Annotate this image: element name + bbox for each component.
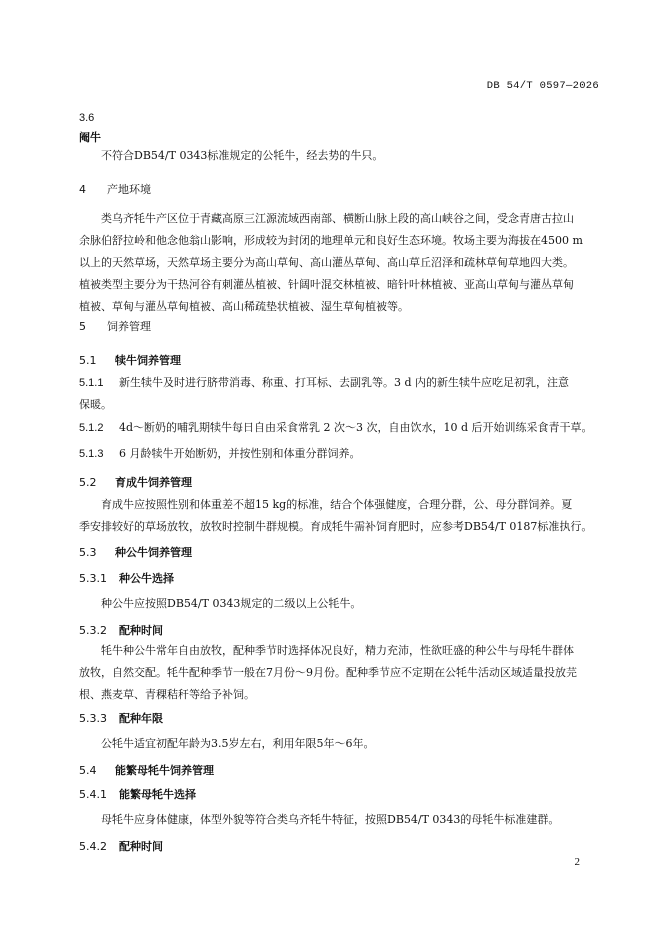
clause-number: 5.3.3: [79, 712, 107, 725]
text-line: 育成牛应按照性别和体重差不超15 kg的标准，结合个体强健度，合理分群，公、母分群饲养。夏: [101, 498, 573, 511]
paragraph: [79, 494, 600, 538]
item-number: 5.1.3: [79, 448, 104, 460]
clause-heading: [79, 786, 600, 802]
text-line: 植被类型主要分为干热河谷有刺灌丛植被、针阔叶混交林植被、暗针叶林植被、亚高山草甸与灌丛草甸: [79, 278, 574, 291]
subsection-heading: [79, 544, 600, 560]
clause-title: 能繁母牦牛选择: [119, 788, 196, 801]
subsection-number: 5.2: [79, 476, 97, 489]
paragraph: 母牦牛应身体健康，体型外貌等符合类乌齐牦牛特征，按照DB54/T 0343的母牦牛标准建群。: [101, 813, 560, 826]
text-line: 根、燕麦草、青稞秸秆等给予补饲。: [79, 688, 255, 701]
clause-item: [79, 417, 600, 439]
section-heading: [79, 318, 600, 334]
paragraph: [79, 208, 600, 318]
text-line: 4d～断奶的哺乳期犊牛每日自由采食常乳 2 次～3 次，自由饮水，10 d 后开始训练采食青干草。: [119, 421, 593, 434]
text-line: 牦牛种公牛常年自由放牧，配种季节时选择体况良好，精力充沛，性欲旺盛的种公牛与母牦牛群体: [101, 644, 574, 657]
text-line: 6 月龄犊牛开始断奶，并按性别和体重分群饲养。: [119, 447, 361, 460]
section-heading: [79, 181, 600, 197]
clause-title: 种公牛选择: [119, 572, 174, 585]
item-number: 5.1.2: [79, 422, 104, 434]
text-line: 保暖。: [79, 398, 112, 411]
standard-code: DB 54/T 0597—2026: [486, 80, 599, 92]
section-number: 5: [79, 320, 86, 333]
paragraph: [79, 640, 600, 706]
clause-heading: [79, 838, 600, 854]
text-line: 余脉伯舒拉岭和他念他翁山影响，形成较为封闭的地理单元和良好生态环境。牧场主要为海拔在4500 m: [79, 234, 583, 247]
text-line: 类乌齐牦牛产区位于青藏高原三江源流域西南部、横断山脉上段的高山峡谷之间，受念青唐古拉山: [101, 212, 574, 225]
clause-heading: [79, 710, 600, 726]
text-line: 新生犊牛及时进行脐带消毒、称重、打耳标、去副乳等。3 d 内的新生犊牛应吃足初乳，注意: [119, 376, 570, 389]
item-number: 5.1.1: [79, 377, 104, 389]
term-definition: 不符合DB54/T 0343标准规定的公牦牛，经去势的牛只。: [101, 149, 384, 162]
text-line: 放牧，自然交配。牦牛配种季节一般在7月份～9月份。配种季节应不定期在公牦牛活动区域适量投放芫: [79, 666, 577, 679]
subsection-number: 5.3: [79, 546, 97, 559]
section-title: 饲养管理: [107, 320, 151, 333]
paragraph: 种公牛应按照DB54/T 0343规定的二级以上公牦牛。: [101, 597, 362, 610]
page-number: 2: [574, 856, 580, 868]
clause-item: [79, 443, 600, 465]
clause-title: 配种时间: [119, 624, 163, 637]
subsection-title: 能繁母牦牛饲养管理: [115, 764, 214, 777]
term-title: 阉牛: [79, 131, 101, 144]
subsection-number: 5.4: [79, 764, 97, 777]
subsection-heading: [79, 474, 600, 490]
clause-number: 5.3.2: [79, 624, 107, 637]
clause-item: [79, 372, 600, 416]
paragraph: 公牦牛适宜初配年龄为3.5岁左右，利用年限5年～6年。: [101, 737, 375, 750]
subsection-title: 种公牛饲养管理: [115, 546, 192, 559]
section-number: 4: [79, 183, 86, 196]
clause-title: 配种时间: [119, 840, 163, 853]
subsection-number: 5.1: [79, 354, 97, 367]
clause-number: 5.4.2: [79, 840, 107, 853]
text-line: 植被、草甸与灌丛草甸植被、高山稀疏垫状植被、湿生草甸植被等。: [79, 300, 409, 313]
section-title: 产地环境: [107, 183, 151, 196]
clause-heading: [79, 622, 600, 638]
clause-number: 5.3.1: [79, 572, 107, 585]
subsection-title: 育成牛饲养管理: [115, 476, 192, 489]
subsection-heading: [79, 352, 600, 368]
clause-number: 3.6: [79, 112, 95, 124]
text-line: 季安排较好的草场放牧，放牧时控制牛群规模。育成牦牛需补饲育肥时，应参考DB54/T 0187标准执行。: [79, 520, 593, 533]
clause-title: 配种年限: [119, 712, 163, 725]
text-line: 以上的天然草场，天然草场主要分为高山草甸、高山灌丛草甸、高山草丘沼泽和疏林草甸草地四大类。: [79, 256, 574, 269]
clause-heading: [79, 570, 600, 586]
subsection-title: 犊牛饲养管理: [115, 354, 181, 367]
clause-number: 5.4.1: [79, 788, 107, 801]
subsection-heading: [79, 762, 600, 778]
